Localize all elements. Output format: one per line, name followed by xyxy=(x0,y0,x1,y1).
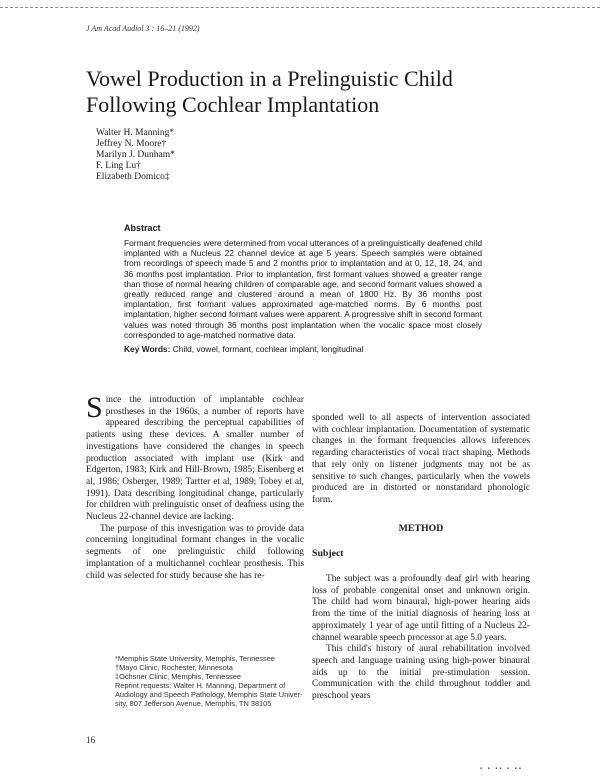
method-heading: METHOD xyxy=(398,522,444,534)
keywords-line xyxy=(124,344,482,354)
history-paragraph: This child's history of aural rehabilitation involved speech and language training using high-power binaural aids up to the initial pre-stimulation session. Communication with the child throughout toddler and preschool years xyxy=(312,644,530,702)
author-name: F. Ling Lu† xyxy=(96,161,141,171)
abstract-block xyxy=(124,223,482,354)
author-name: Walter H. Manning* xyxy=(96,128,175,138)
body-column-right xyxy=(312,413,530,703)
scan-margin-marks: ▪ ▪ ▪▪ ▪ ▪▪ xyxy=(480,766,523,772)
footnote-line: ‡Ochsner Clinic, Memphis, Tennessee xyxy=(115,672,241,681)
intro-paragraph xyxy=(86,391,304,524)
keywords-label: Key Words: xyxy=(124,344,171,355)
drop-cap: S xyxy=(86,391,103,424)
footnote-line: sity, 807 Jefferson Avenue, Memphis, TN 38105 xyxy=(115,699,272,708)
body-column-left xyxy=(86,391,304,582)
affiliation-footnotes xyxy=(115,654,315,708)
footnote-line: †Mayo Clinic, Rochester, Minnesota xyxy=(115,663,233,672)
scan-edge-line xyxy=(0,7,600,8)
footnote-line: Reprint requests: Walter H. Manning, Department of xyxy=(115,681,286,690)
author-list xyxy=(96,128,175,183)
article-title: Vowel Production in a Prelinguistic Child Following Cochlear Implantation xyxy=(86,66,453,117)
abstract-text: Formant frequencies were determined from vocal utterances of a prelinguistically deafened child implanted with a Nucleus 22 channel device at age 5 years. Speech samples were obtained from recordings of speech made 5 and 2 months prior to implantation and at 0, 12, 18, 24, and 36 months post implantation. Prior to implantation, first formant values showed a greater range than those of normal hearing children of comparable age, and second formant values showed a greatly reduced range and clustered around a mean of 1800 Hz. By 36 months post implantation, first formant values approximated age-matched norms. By 6 months post implantation, higher second formant values were apparent. A progressive shift in second formant values was noted through 36 months post implantation when the vocalic space most closely corresponded to age-matched normative data. xyxy=(124,238,482,340)
footnote-line: *Memphis State University, Memphis, Tennessee xyxy=(115,654,275,663)
page-number: 16 xyxy=(86,735,95,745)
author-name: Elizabeth Domico‡ xyxy=(96,172,170,182)
intro-text: ince the introduction of implantable cochlear prostheses in the 1960s, a number of reports have appeared describing the perceptual capabilities of patients using these devices. A smaller number of investigations have considered the changes in speech production associated with implant use (Kirk and Edgerton, 1983; Kirk and Hill-Brown, 1985; Eisenberg et al, 1986; Osberger, 1989; Tartter et al, 1989; Tobey et al, 1991). Data describing longitudinal change, particularly for children with prelinguistic onset of deafness using the Nucleus 22-channel device are lacking. xyxy=(86,395,304,523)
journal-citation: J Am Acad Audiol 3 : 16–21 (1992) xyxy=(86,24,200,33)
abstract-heading: Abstract xyxy=(124,223,161,233)
footnote-line: Audiology and Speech Pathology, Memphis State Univer- xyxy=(115,690,303,699)
keywords-text: Child, vowel, formant, cochlear implant, longitudinal xyxy=(172,344,364,355)
purpose-paragraph: The purpose of this investigation was to provide data concerning longitudinal formant changes in the vocalic segments of one prelinguistic child following implantation of a multichannel cochlear prosthesis. This child was selected for study because she has re- xyxy=(86,523,304,581)
author-name: Marilyn J. Dunham* xyxy=(96,150,175,160)
continuation-paragraph: sponded well to all aspects of intervention associated with cochlear implantation. Documentation of systematic changes in the formant frequencies allows inferences regarding characteristics of vocal tract shaping. Methods that rely only on listener judgments may not be as sensitive to such changes, particularly when the vowels produced are in distorted or nonstandard phonologic form. xyxy=(312,413,530,505)
subject-paragraph: The subject was a profoundly deaf girl with hearing loss of probable congenital onset and unknown origin. The child had worn binaural, high-power hearing aids from the time of the initial diagnosis of hearing loss at approximately 1 year of age until fitting of a Nucleus 22-channel wearable speech processor at age 5.0 years. xyxy=(312,574,530,643)
author-name: Jeffrey N. Moore† xyxy=(96,139,167,149)
subject-heading: Subject xyxy=(312,548,344,560)
